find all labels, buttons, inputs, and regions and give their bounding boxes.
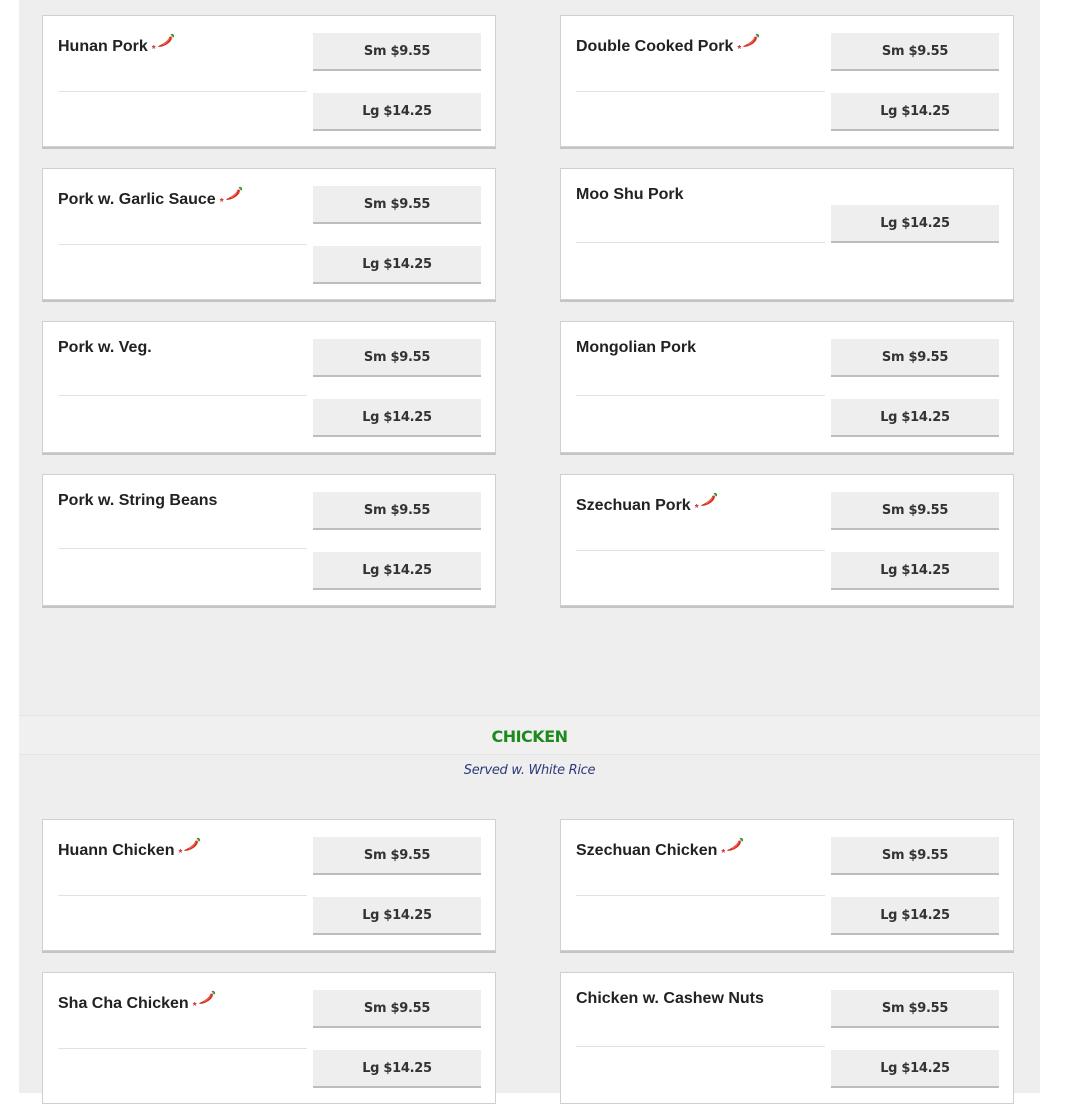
price-button-large[interactable]: Lg $14.25	[313, 399, 481, 437]
section-subtitle: Served w. White Rice	[463, 763, 596, 778]
menu-item-name-text: Chicken w. Cashew Nuts	[576, 990, 764, 1007]
spicy-star: *	[178, 848, 183, 859]
spicy-star: *	[737, 44, 742, 55]
card-divider	[576, 550, 825, 551]
spicy-star: *	[151, 44, 156, 55]
price-button-large[interactable]: Lg $14.25	[831, 897, 999, 935]
menu-item-name-text: Szechuan Chicken	[576, 842, 718, 859]
price-button-large[interactable]: Lg $14.25	[313, 1050, 481, 1088]
spicy-indicator	[193, 990, 217, 1012]
chili-pepper-icon	[182, 840, 202, 857]
menu-item-card	[560, 15, 1014, 147]
price-button-large[interactable]: Lg $14.25	[313, 897, 481, 935]
menu-item-card	[42, 819, 496, 951]
chili-pepper-icon	[741, 36, 761, 53]
price-button-large[interactable]: Lg $14.25	[313, 552, 481, 590]
price-button-small[interactable]: Sm $9.55	[313, 837, 481, 875]
price-button-small[interactable]: Sm $9.55	[313, 990, 481, 1028]
menu-item-card	[42, 321, 496, 453]
chili-pepper-icon	[224, 189, 244, 206]
price-button-small[interactable]: Sm $9.55	[831, 33, 999, 71]
menu-item-name[interactable]	[58, 837, 202, 860]
menu-item-name-text: Hunan Pork	[58, 38, 148, 55]
menu-item-name[interactable]	[58, 492, 217, 510]
card-divider	[58, 895, 307, 896]
price-button-large[interactable]: Lg $14.25	[831, 552, 999, 590]
card-divider	[58, 548, 307, 549]
menu-item-card	[42, 168, 496, 300]
chili-pepper-icon	[156, 36, 176, 53]
spicy-star: *	[219, 197, 224, 208]
chili-pepper-icon	[699, 495, 719, 512]
card-divider	[576, 242, 825, 243]
card-divider	[58, 395, 307, 396]
menu-item-card	[560, 819, 1014, 951]
spicy-indicator	[220, 186, 244, 208]
menu-item-name-text: Huann Chicken	[58, 842, 175, 859]
menu-item-name[interactable]	[576, 837, 745, 860]
menu-item-card	[42, 15, 496, 147]
price-button-large[interactable]: Lg $14.25	[831, 1050, 999, 1088]
price-button-small[interactable]: Sm $9.55	[831, 837, 999, 875]
chili-pepper-icon	[725, 840, 745, 857]
menu-item-card	[560, 168, 1014, 300]
price-button-large[interactable]: Lg $14.25	[831, 93, 999, 131]
menu-item-card	[42, 972, 496, 1104]
menu-item-card	[560, 474, 1014, 606]
card-divider	[576, 1046, 825, 1047]
price-button-large[interactable]: Lg $14.25	[313, 93, 481, 131]
spicy-star: *	[721, 848, 726, 859]
card-divider	[576, 395, 825, 396]
spicy-indicator	[178, 837, 202, 859]
menu-item-name[interactable]	[58, 990, 217, 1013]
price-button-small[interactable]: Sm $9.55	[831, 339, 999, 377]
menu-item-name-text: Double Cooked Pork	[576, 38, 734, 55]
price-button-small[interactable]: Sm $9.55	[831, 990, 999, 1028]
menu-item-name[interactable]	[58, 33, 176, 56]
price-button-large[interactable]: Lg $14.25	[313, 246, 481, 284]
menu-item-name-text: Moo Shu Pork	[576, 186, 684, 203]
menu-item-card	[560, 321, 1014, 453]
menu-item-name[interactable]	[576, 339, 696, 357]
menu-item-name[interactable]	[576, 186, 684, 204]
card-divider	[58, 91, 307, 92]
menu-item-card	[560, 972, 1014, 1104]
price-button-large[interactable]: Lg $14.25	[831, 399, 999, 437]
price-button-small[interactable]: Sm $9.55	[831, 492, 999, 530]
menu-item-card	[42, 474, 496, 606]
menu-item-name-text: Pork w. String Beans	[58, 492, 218, 509]
spicy-indicator	[721, 837, 745, 859]
spicy-indicator	[152, 33, 176, 55]
menu-item-name-text: Pork w. Veg.	[58, 339, 152, 356]
section-title-chicken: CHICKEN	[19, 715, 1040, 755]
price-button-small[interactable]: Sm $9.55	[313, 339, 481, 377]
card-divider	[58, 244, 307, 245]
price-button-large[interactable]: Lg $14.25	[831, 205, 999, 243]
menu-item-name[interactable]	[576, 990, 764, 1008]
spicy-star: *	[192, 1001, 197, 1012]
card-divider	[576, 91, 825, 92]
menu-item-name[interactable]	[58, 186, 244, 209]
menu-item-name[interactable]	[576, 33, 761, 56]
spicy-indicator	[695, 492, 719, 514]
spicy-star: *	[694, 503, 699, 514]
menu-item-name-text: Mongolian Pork	[576, 339, 696, 356]
menu-item-name-text: Sha Cha Chicken	[58, 995, 189, 1012]
price-button-small[interactable]: Sm $9.55	[313, 33, 481, 71]
card-divider	[576, 895, 825, 896]
menu-item-name[interactable]	[58, 339, 152, 357]
price-button-small[interactable]: Sm $9.55	[313, 492, 481, 530]
spicy-indicator	[737, 33, 761, 55]
price-button-small[interactable]: Sm $9.55	[313, 186, 481, 224]
chili-pepper-icon	[197, 993, 217, 1010]
card-divider	[58, 1048, 307, 1049]
menu-item-name-text: Pork w. Garlic Sauce	[58, 191, 216, 208]
menu-item-name[interactable]	[576, 492, 719, 515]
menu-item-name-text: Szechuan Pork	[576, 497, 691, 514]
